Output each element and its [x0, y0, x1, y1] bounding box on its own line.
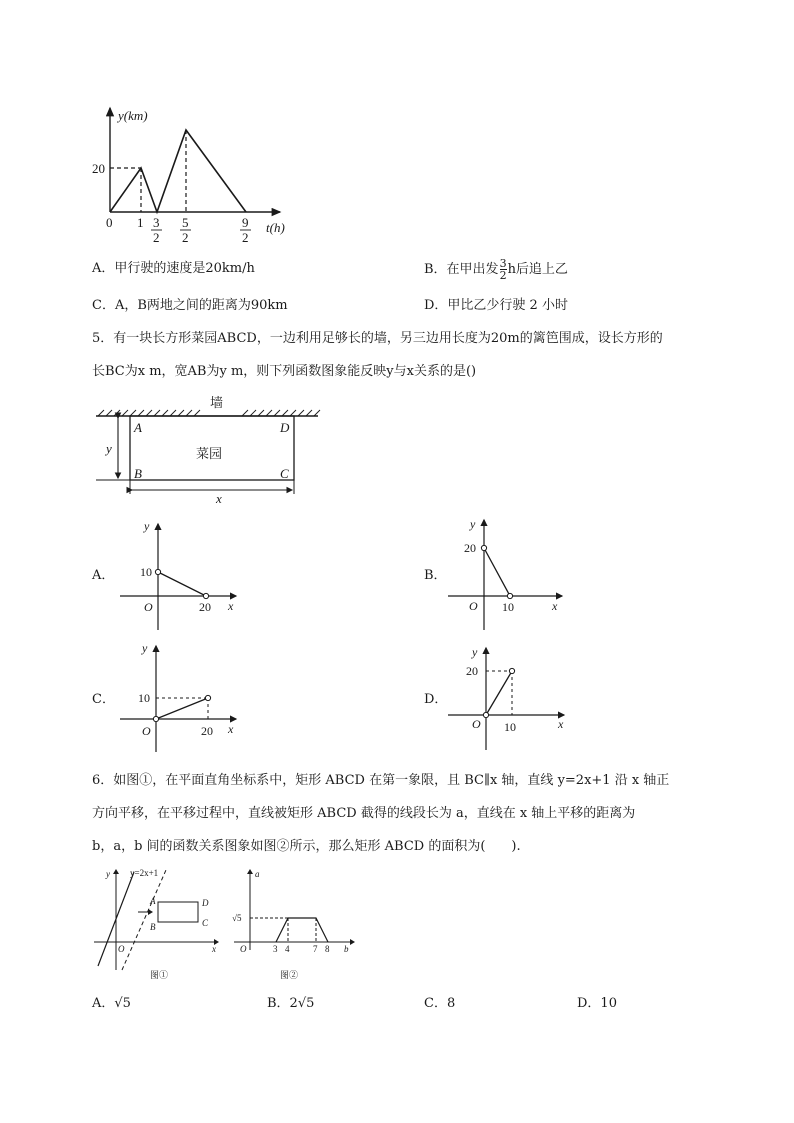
svg-text:O: O [240, 944, 247, 954]
svg-text:3: 3 [273, 944, 278, 954]
q6-option-b: B．2√5 [267, 996, 315, 1011]
q4-option-b: B．在甲出发 $\frac{3}{2}$ h后追上乙 [424, 257, 568, 282]
svg-text:B: B [150, 922, 156, 932]
svg-text:x: x [216, 491, 222, 506]
svg-text:y=2x+1: y=2x+1 [130, 868, 159, 878]
q6-text-line2: 方向平移，在平移过程中，直线被矩形 ABCD 截得的线段长为 a，直线在 x 轴上平移的距离为 [92, 806, 636, 821]
svg-text:b: b [344, 944, 349, 954]
svg-text:x: x [212, 944, 216, 954]
svg-text:x: x [228, 599, 234, 613]
q5-text-line1: 5．有一块长方形菜园ABCD，一边利用足够长的墙，另三边用长度为20m的篱笆围成，设长方形的 [92, 331, 663, 346]
svg-text:y: y [472, 645, 478, 659]
svg-text:A: A [134, 420, 142, 435]
svg-text:O: O [469, 599, 478, 613]
garden-diagram [96, 394, 326, 506]
q5-option-d-graph [446, 644, 576, 754]
svg-text:O: O [472, 717, 481, 731]
svg-text:y: y [142, 641, 148, 655]
q5-option-a-graph [118, 518, 248, 633]
q6-option-a: A．√5 [92, 996, 131, 1011]
q6-figure-2 [228, 866, 358, 984]
svg-text:10: 10 [138, 691, 150, 705]
origin-label: 0 [106, 215, 113, 230]
q5-option-a-label: A． [92, 568, 115, 583]
fig1-caption: 图① [150, 970, 169, 980]
svg-text:20: 20 [464, 541, 476, 555]
q6-option-d: D．10 [577, 996, 617, 1011]
svg-text:D: D [280, 420, 290, 435]
q5-option-b-label: B． [424, 568, 447, 583]
distance-time-graph [90, 100, 300, 250]
x-tick-1: 1 [137, 215, 144, 230]
q5-option-d-label: D． [424, 692, 448, 707]
svg-text:a: a [255, 869, 260, 879]
svg-text:A: A [150, 896, 156, 906]
svg-text:4: 4 [285, 944, 290, 954]
svg-text:x: x [552, 599, 558, 613]
q4-option-d: D．甲比乙少行驶 2 小时 [424, 298, 568, 313]
svg-text:5: 5 [182, 215, 189, 230]
svg-text:y: y [106, 441, 112, 456]
q6-option-c: C．8 [424, 996, 456, 1011]
svg-text:20: 20 [201, 724, 213, 738]
svg-text:10: 10 [140, 565, 152, 579]
svg-text:菜园: 菜园 [196, 446, 223, 461]
svg-text:C: C [202, 918, 209, 928]
q5-text-line2: 长BC为x m，宽AB为y m，则下列函数图象能反映y与x关系的是() [92, 364, 477, 379]
q5-option-c-label: C． [92, 692, 115, 707]
svg-text:B: B [134, 466, 142, 481]
graph-line [110, 130, 246, 212]
svg-text:2: 2 [153, 230, 160, 245]
svg-text:8: 8 [325, 944, 330, 954]
svg-text:10: 10 [502, 600, 514, 614]
y-tick-20: 20 [92, 161, 105, 176]
svg-text:7: 7 [313, 944, 318, 954]
svg-text:√5: √5 [232, 913, 242, 923]
wall-label: 墙 [210, 395, 224, 410]
fig2-caption: 图② [280, 970, 299, 980]
y-axis-label: y(km) [118, 108, 148, 123]
svg-text:y: y [144, 519, 150, 533]
svg-text:3: 3 [153, 215, 160, 230]
q4-option-a: A．甲行驶的速度是20km/h [92, 261, 255, 276]
svg-text:O: O [142, 724, 151, 738]
svg-text:9: 9 [242, 215, 249, 230]
q4-option-c: C．A，B两地之间的距离为90km [92, 298, 288, 313]
svg-text:C: C [280, 466, 289, 481]
svg-text:y: y [106, 869, 110, 879]
svg-text:O: O [144, 600, 153, 614]
svg-text:20: 20 [199, 600, 211, 614]
q5-option-b-graph [446, 514, 576, 634]
svg-text:x: x [558, 717, 564, 731]
svg-text:x: x [228, 722, 234, 736]
q5-option-c-graph [118, 640, 248, 755]
svg-text:2: 2 [182, 230, 189, 245]
svg-text:10: 10 [504, 720, 516, 734]
svg-text:D: D [202, 898, 209, 908]
svg-text:2: 2 [242, 230, 249, 245]
q6-figure-1 [94, 866, 226, 984]
q6-text-line3: b，a，b 间的函数关系图象如图②所示，那么矩形 ABCD 的面积为( ). [92, 839, 521, 854]
svg-text:20: 20 [466, 664, 478, 678]
x-axis-label: t(h) [266, 220, 285, 235]
svg-text:O: O [118, 944, 125, 954]
svg-text:y: y [470, 517, 476, 531]
q6-text-line1: 6．如图①，在平面直角坐标系中，矩形 ABCD 在第一象限，且 BC∥x 轴，直线 y=2x+1 沿 x 轴正 [92, 773, 670, 788]
